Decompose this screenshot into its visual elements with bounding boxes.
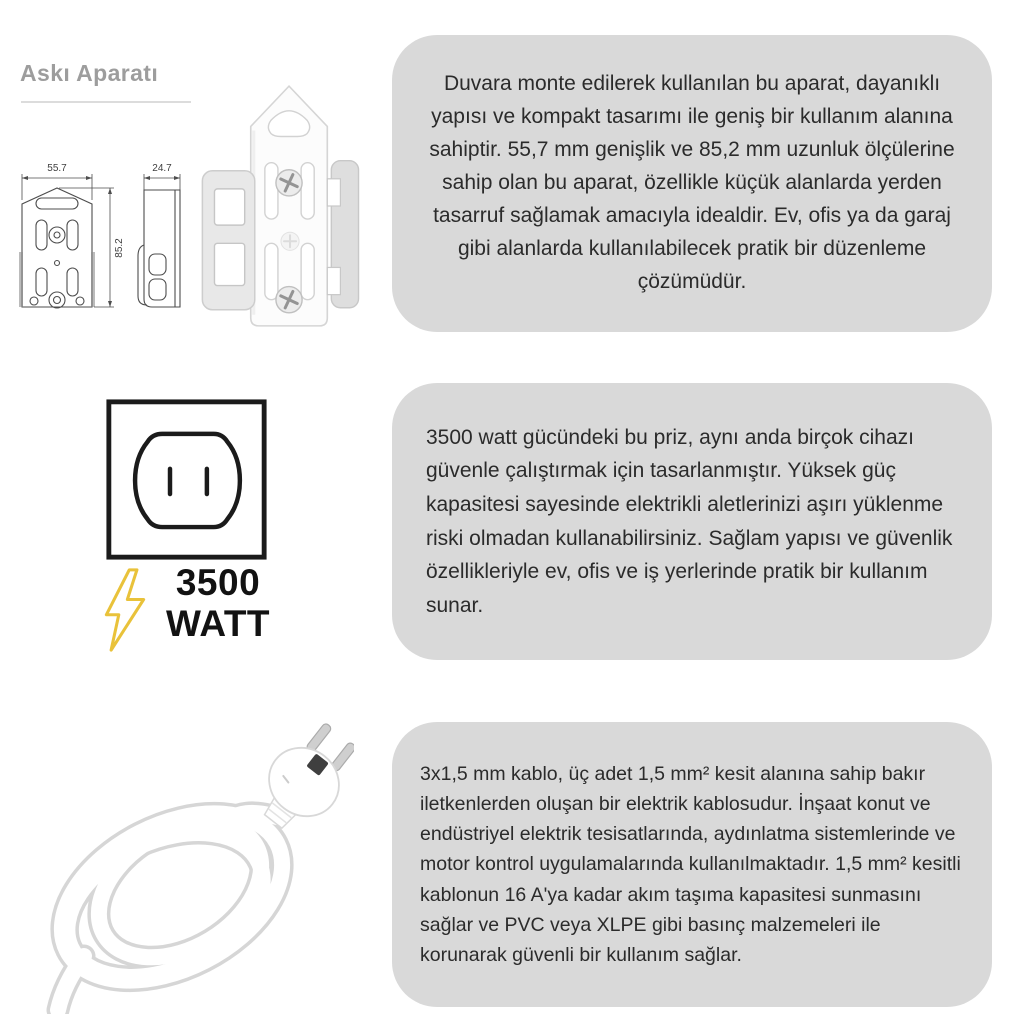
dim-height-label: 85.2 [114,238,125,258]
bracket-description-text: Duvara monte edilerek kullanılan bu aparat, dayanıklı yapısı ve kompakt tasarımı ile geniş bir kullanım alanına sahiptir. 55,7 mm genişlik ve 85,2 mm uzunluk ölçülerine sahip olan bu aparat, özellikle küçük alanlarda yerden tasarruf sağlamak amacıyla idealdir. Ev, ofis ya da garaj gibi alanlarda kullanılabilecek pratik bir düzenleme çözümüdür. [429,72,955,293]
section-heading-bracket: Askı Aparatı [20,60,159,86]
watt-unit: WATT [165,603,271,644]
dim-depth-label: 24.7 [152,163,172,174]
heading-underline [21,101,191,103]
power-description-text: 3500 watt gücündeki bu priz, aynı anda birçok cihazı güvenle çalıştırmak için tasarlanmıştır. Yüksek güç kapasitesi sayesinde elektrikli aletlerinizi aşırı yüklenme riski olmadan kullanabilirsiniz. Sağlam yapısı ve güvenlik özellikleriyle ev, ofis ve iş yerlerinde pratik bir kullanım sunar. [426,425,953,617]
watt-value: 3500 [175,562,261,603]
bracket-technical-drawing-icon [12,160,192,326]
bracket-description-box [392,35,992,332]
power-cable-image [22,712,354,1014]
bracket-product-image [190,70,382,342]
power-description-box [392,383,992,660]
cable-description-box [392,722,992,1007]
lightning-bolt-icon [99,567,150,653]
watt-rating [152,562,284,644]
dim-width-label: 55.7 [47,163,67,174]
cable-description-text: 3x1,5 mm kablo, üç adet 1,5 mm² kesit alanına sahip bakır iletkenlerden oluşan bir elektrik kablosudur. İnşaat konut ve endüstriyel elektrik tesisatlarında, aydınlatma sistemlerinde ve motor kontrol uygulamalarında kullanılmaktadır. 1,5 mm² kesitli kablonun 16 A'ya kadar akım taşıma kapasitesi sunmasını sağlar ve PVC veya XLPE gibi basınç malzemeleri ile korunarak güvenli bir kullanım sağlar. [420,762,961,967]
power-outlet-icon [104,397,269,562]
